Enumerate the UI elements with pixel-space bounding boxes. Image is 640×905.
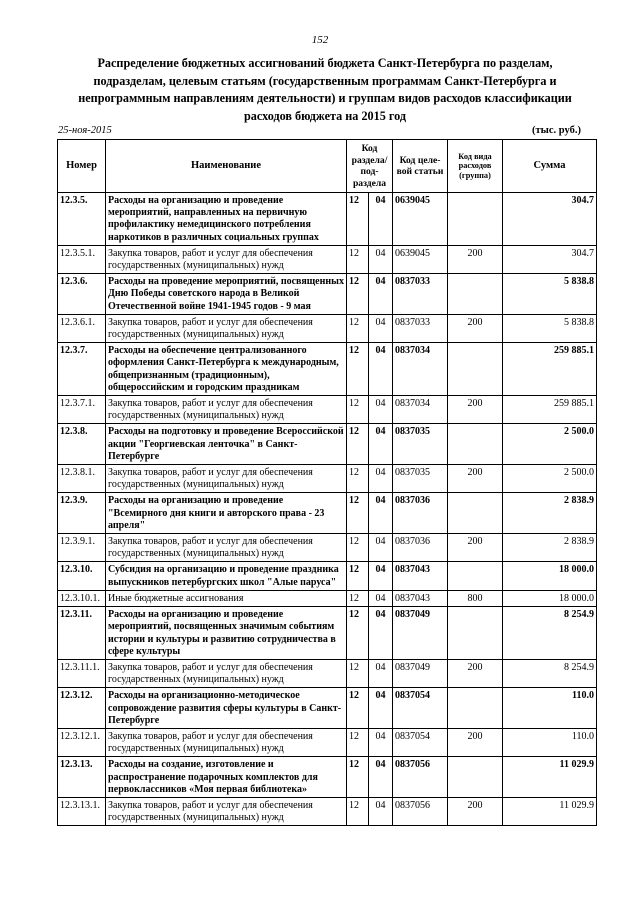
row-sum: 259 885.1 (503, 396, 597, 424)
row-expense-type-code (448, 274, 503, 315)
row-number: 12.3.9. (58, 493, 106, 534)
row-article-code: 0837036 (393, 493, 448, 534)
row-name: Закупка товаров, работ и услуг для обеспечения государственных (муниципальных) нужд (106, 465, 347, 493)
row-subsection-code: 04 (369, 607, 393, 660)
table-row (58, 314, 597, 342)
table-row (58, 728, 597, 756)
row-section-code: 12 (347, 797, 369, 825)
row-name: Расходы на организацию и проведение "Всемирного дня книги и авторского права - 23 апреля" (106, 493, 347, 534)
row-subsection-code: 04 (369, 659, 393, 687)
row-subsection-code: 04 (369, 728, 393, 756)
row-name: Закупка товаров, работ и услуг для обеспечения государственных (муниципальных) нужд (106, 245, 347, 273)
document-date: 25-ноя-2015 (58, 125, 112, 136)
row-article-code: 0837035 (393, 424, 448, 465)
row-number: 12.3.10.1. (58, 590, 106, 606)
row-subsection-code: 04 (369, 562, 393, 590)
row-expense-type-code: 800 (448, 590, 503, 606)
row-expense-type-code: 200 (448, 797, 503, 825)
row-sum: 11 029.9 (503, 757, 597, 798)
row-number: 12.3.7.1. (58, 396, 106, 424)
row-sum: 5 838.8 (503, 314, 597, 342)
row-article-code: 0837035 (393, 465, 448, 493)
row-expense-type-code: 200 (448, 396, 503, 424)
row-subsection-code: 04 (369, 688, 393, 729)
row-sum: 110.0 (503, 688, 597, 729)
row-subsection-code: 04 (369, 493, 393, 534)
row-number: 12.3.12. (58, 688, 106, 729)
row-name: Закупка товаров, работ и услуг для обеспечения государственных (муниципальных) нужд (106, 728, 347, 756)
row-name: Закупка товаров, работ и услуг для обеспечения государственных (муниципальных) нужд (106, 534, 347, 562)
row-sum: 18 000.0 (503, 590, 597, 606)
row-section-code: 12 (347, 343, 369, 396)
row-article-code: 0837049 (393, 659, 448, 687)
table-row (58, 797, 597, 825)
row-expense-type-code (448, 757, 503, 798)
units-label: (тыс. руб.) (532, 125, 581, 136)
row-sum: 8 254.9 (503, 607, 597, 660)
row-number: 12.3.7. (58, 343, 106, 396)
budget-table (57, 139, 597, 826)
row-name: Расходы на организацию и проведение мероприятий, посвященных значимым событиям истории и культуры и развитию сотрудничества в сфере культуры (106, 607, 347, 660)
row-section-code: 12 (347, 688, 369, 729)
row-name: Субсидия на организацию и проведение праздника выпускников петербургских школ "Алые паруса" (106, 562, 347, 590)
row-article-code: 0639045 (393, 193, 448, 246)
row-section-code: 12 (347, 728, 369, 756)
row-sum: 11 029.9 (503, 797, 597, 825)
row-section-code: 12 (347, 465, 369, 493)
row-article-code: 0837043 (393, 590, 448, 606)
row-name: Расходы на организационно-методическое сопровождение развития сферы культуры в Санкт-Петербурге (106, 688, 347, 729)
row-section-code: 12 (347, 274, 369, 315)
row-subsection-code: 04 (369, 797, 393, 825)
row-article-code: 0837043 (393, 562, 448, 590)
table-row (58, 534, 597, 562)
table-body (58, 193, 597, 826)
row-section-code: 12 (347, 245, 369, 273)
row-expense-type-code (448, 688, 503, 729)
table-row (58, 193, 597, 246)
row-name: Закупка товаров, работ и услуг для обеспечения государственных (муниципальных) нужд (106, 659, 347, 687)
row-subsection-code: 04 (369, 465, 393, 493)
row-number: 12.3.5. (58, 193, 106, 246)
row-expense-type-code (448, 343, 503, 396)
row-section-code: 12 (347, 562, 369, 590)
row-number: 12.3.9.1. (58, 534, 106, 562)
row-name: Расходы на подготовку и проведение Всероссийской акции "Георгиевская ленточка" в Санкт-Петербурге (106, 424, 347, 465)
row-article-code: 0837054 (393, 728, 448, 756)
row-article-code: 0837034 (393, 343, 448, 396)
row-expense-type-code (448, 562, 503, 590)
row-expense-type-code: 200 (448, 659, 503, 687)
row-number: 12.3.5.1. (58, 245, 106, 273)
header-number: Номер (58, 140, 106, 193)
header-expense-type-code: Код вида расходов (группа) (448, 140, 503, 193)
row-sum: 304.7 (503, 245, 597, 273)
row-number: 12.3.12.1. (58, 728, 106, 756)
row-article-code: 0837033 (393, 314, 448, 342)
row-expense-type-code: 200 (448, 465, 503, 493)
row-section-code: 12 (347, 534, 369, 562)
row-sum: 110.0 (503, 728, 597, 756)
row-section-code: 12 (347, 590, 369, 606)
row-expense-type-code (448, 193, 503, 246)
row-subsection-code: 04 (369, 274, 393, 315)
table-header-row (58, 140, 597, 193)
row-sum: 304.7 (503, 193, 597, 246)
row-sum: 2 500.0 (503, 465, 597, 493)
row-subsection-code: 04 (369, 245, 393, 273)
row-number: 12.3.11. (58, 607, 106, 660)
row-expense-type-code: 200 (448, 245, 503, 273)
row-name: Расходы на создание, изготовление и распространение подарочных комплектов для первоклассников «Моя первая библиотека» (106, 757, 347, 798)
table-row (58, 343, 597, 396)
row-article-code: 0837049 (393, 607, 448, 660)
row-section-code: 12 (347, 757, 369, 798)
row-name: Закупка товаров, работ и услуг для обеспечения государственных (муниципальных) нужд (106, 797, 347, 825)
row-subsection-code: 04 (369, 193, 393, 246)
row-article-code: 0837033 (393, 274, 448, 315)
table-row (58, 607, 597, 660)
row-sum: 2 838.9 (503, 534, 597, 562)
header-sum: Сумма (503, 140, 597, 193)
row-subsection-code: 04 (369, 396, 393, 424)
row-number: 12.3.10. (58, 562, 106, 590)
row-expense-type-code (448, 493, 503, 534)
row-article-code: 0837034 (393, 396, 448, 424)
row-article-code: 0837054 (393, 688, 448, 729)
table-row (58, 688, 597, 729)
table-row (58, 424, 597, 465)
table-row (58, 493, 597, 534)
row-section-code: 12 (347, 193, 369, 246)
row-section-code: 12 (347, 424, 369, 465)
row-article-code: 0837056 (393, 757, 448, 798)
row-sum: 18 000.0 (503, 562, 597, 590)
row-name: Расходы на обеспечение централизованного оформления Санкт-Петербурга к международным, общепризнанным (традиционным), общероссийским и городским праздникам (106, 343, 347, 396)
table-row (58, 757, 597, 798)
page-number: 152 (311, 34, 329, 46)
row-subsection-code: 04 (369, 424, 393, 465)
row-subsection-code: 04 (369, 343, 393, 396)
table-row (58, 590, 597, 606)
row-subsection-code: 04 (369, 757, 393, 798)
row-sum: 8 254.9 (503, 659, 597, 687)
row-expense-type-code: 200 (448, 534, 503, 562)
row-expense-type-code (448, 424, 503, 465)
table-row (58, 562, 597, 590)
row-section-code: 12 (347, 314, 369, 342)
row-number: 12.3.13.1. (58, 797, 106, 825)
row-sum: 2 500.0 (503, 424, 597, 465)
row-subsection-code: 04 (369, 590, 393, 606)
row-name: Расходы на организацию и проведение мероприятий, направленных на первичную профилактику немедицинского потребления наркотиков в различных социальных группах (106, 193, 347, 246)
row-name: Закупка товаров, работ и услуг для обеспечения государственных (муниципальных) нужд (106, 396, 347, 424)
row-article-code: 0837036 (393, 534, 448, 562)
row-sum: 259 885.1 (503, 343, 597, 396)
row-sum: 2 838.9 (503, 493, 597, 534)
row-number: 12.3.6.1. (58, 314, 106, 342)
row-section-code: 12 (347, 493, 369, 534)
row-section-code: 12 (347, 659, 369, 687)
row-number: 12.3.11.1. (58, 659, 106, 687)
table-row (58, 274, 597, 315)
row-name: Закупка товаров, работ и услуг для обеспечения государственных (муниципальных) нужд (106, 314, 347, 342)
row-expense-type-code: 200 (448, 314, 503, 342)
row-article-code: 0837056 (393, 797, 448, 825)
header-section-code: Код раздела/ под- раздела (347, 140, 393, 193)
row-expense-type-code: 200 (448, 728, 503, 756)
header-name: Наименование (106, 140, 347, 193)
row-number: 12.3.13. (58, 757, 106, 798)
document-title: Распределение бюджетных ассигнований бюджета Санкт-Петербурга по разделам, подразделам, целевым статьям (государственным программам Санкт-Петербурга и непрограммным направлениям деятельности) и группам видов расходов классификации расходов бюджета на 2015 год (78, 56, 572, 123)
row-subsection-code: 04 (369, 314, 393, 342)
table-row (58, 465, 597, 493)
row-expense-type-code (448, 607, 503, 660)
row-name: Иные бюджетные ассигнования (106, 590, 347, 606)
row-subsection-code: 04 (369, 534, 393, 562)
row-number: 12.3.8. (58, 424, 106, 465)
row-section-code: 12 (347, 607, 369, 660)
row-name: Расходы на проведение мероприятий, посвященных Дню Победы советского народа в Великой Отечественной войне 1941-1945 годов - 9 мая (106, 274, 347, 315)
table-row (58, 659, 597, 687)
header-article-code: Код целе- вой статьи (393, 140, 448, 193)
row-number: 12.3.8.1. (58, 465, 106, 493)
table-row (58, 245, 597, 273)
row-section-code: 12 (347, 396, 369, 424)
row-article-code: 0639045 (393, 245, 448, 273)
table-row (58, 396, 597, 424)
row-number: 12.3.6. (58, 274, 106, 315)
row-sum: 5 838.8 (503, 274, 597, 315)
